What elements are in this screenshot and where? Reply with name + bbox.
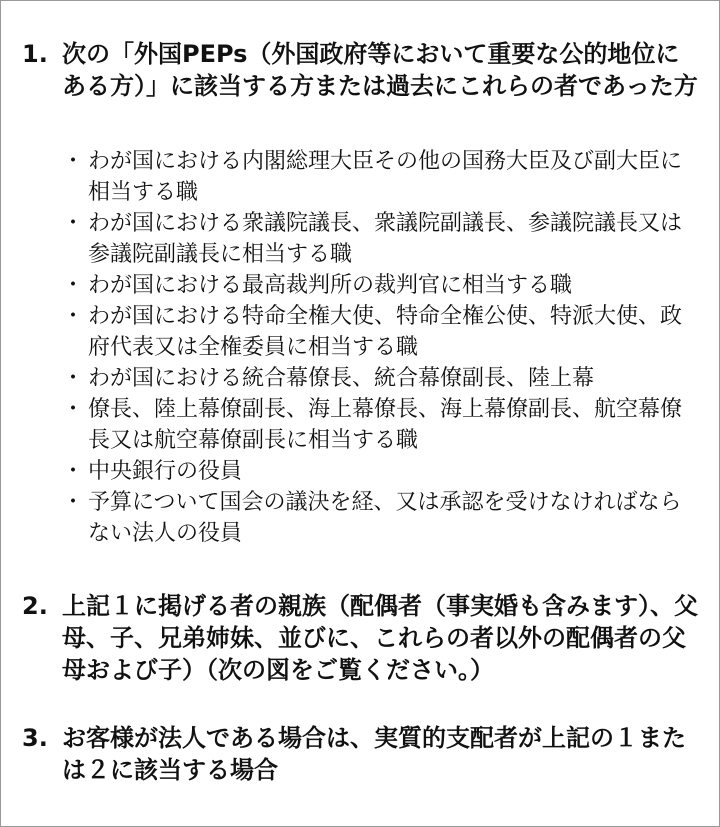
list-item-text: 予算について国会の議決を経、又は承認を受けなければならない法人の役員	[88, 490, 682, 546]
numbered-item-1	[22, 38, 700, 102]
item-text: 上記１に掲げる者の親族（配偶者（事実婚も含みます）、父母、子、兄弟姉妹、並びに、これらの者以外の配偶者の父母および子）（次の図をご覧ください。）	[62, 592, 698, 684]
list-item	[62, 301, 702, 363]
list-item-text: わが国における特命全権大使、特命全権公使、特派大使、政府代表又は全権委員に相当する職	[88, 304, 683, 360]
list-item-text: 僚長、陸上幕僚副長、海上幕僚長、海上幕僚副長、航空幕僚長又は航空幕僚副長に相当する職	[88, 397, 683, 453]
bullet-mark: ・	[62, 490, 85, 515]
pep-position-list	[62, 146, 702, 549]
numbered-item-2	[22, 590, 700, 686]
list-item	[62, 394, 702, 456]
bullet-mark: ・	[62, 211, 85, 236]
item-number: 2.	[22, 592, 48, 620]
list-item	[62, 487, 702, 549]
item-text: お客様が法人である場合は、実質的支配者が上記の１または２に該当する場合	[62, 724, 686, 784]
bullet-mark: ・	[62, 149, 85, 174]
list-item	[62, 208, 702, 270]
item-text: 次の「外国PEPs（外国政府等において重要な公的地位にある方）」に該当する方または過去にこれらの者であった方	[62, 40, 698, 100]
list-item-text: わが国における最高裁判所の裁判官に相当する職	[88, 273, 573, 298]
list-item	[62, 456, 702, 487]
item-number: 1.	[22, 40, 48, 68]
item-number: 3.	[22, 724, 48, 752]
bullet-mark: ・	[62, 459, 85, 484]
list-item	[62, 146, 702, 208]
bullet-mark: ・	[62, 366, 85, 391]
list-item-text: わが国における衆議院議長、衆議院副議長、参議院議長又は参議院副議長に相当する職	[88, 211, 683, 267]
list-item-text: わが国における内閣総理大臣その他の国務大臣及び副大臣に相当する職	[88, 149, 683, 205]
bullet-mark: ・	[62, 304, 85, 329]
bullet-mark: ・	[62, 273, 85, 298]
list-item-text: 中央銀行の役員	[88, 459, 243, 484]
list-item	[62, 363, 702, 394]
list-item-text: わが国における統合幕僚長、統合幕僚副長、陸上幕	[88, 366, 595, 391]
numbered-item-3	[22, 722, 700, 786]
list-item	[62, 270, 702, 301]
bullet-mark: ・	[62, 397, 85, 422]
